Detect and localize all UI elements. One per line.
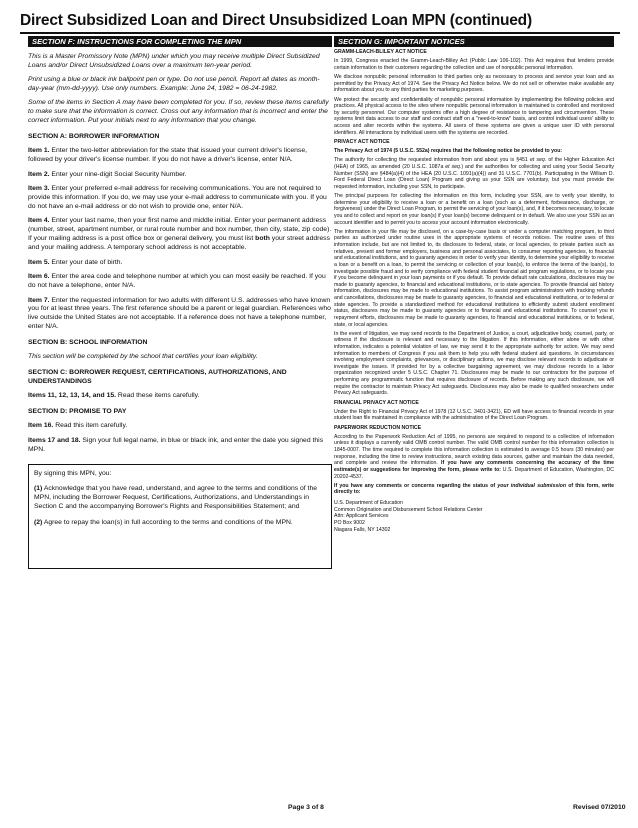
privacy-paragraph-3: The information in your file may be disclosed, on a case-by-case basis or under a computer matching program, to third parties as authorized under routine uses in the appropriate systems of records notices. The routine uses of this information include, but are not limited to, its disclosure to federal, state, or local agencies, to private parties such as relatives, present and former employers, business and personal associates, to consumer reporting agencies, to financial and educational institutions, and to guaranty agencies in order to verify your identity, to determine your eligibility to receive a loan or a benefit on a loan, to permit the servicing or collection of your loan(s), to enforce the terms of the loan(s), to investigate possible fraud and to verify compliance with federal student financial aid program regulations, or to locate you if you become delinquent in your loan payments or if you default. To provide default rate calculations, disclosures may be made to guaranty agencies, to financial and educational institutions, or to state agencies. To provide financial aid history information, disclosures may be made to educational institutions. To assist program administrators with tracking refunds and cancellations, disclosures may be made to guaranty agencies, to financial and educational institutions, or to federal or state agencies. To provide a standardized method for educational institutions to efficiently submit student enrollment status, disclosures may be made to guaranty agencies or to financial and educational institutions. To counsel you in repayment efforts, disclosures may be made to guaranty agencies, to financial and educational institutions, or to federal, state, or local agencies.: [334, 228, 614, 328]
privacy-heading: PRIVACY ACT NOTICE: [334, 138, 390, 145]
paperwork-2-bold-2: of this form, write directly to:: [334, 482, 614, 496]
item-1: [28, 147, 332, 165]
glba-heading: GRAMM-LEACH-BLILEY ACT NOTICE: [334, 49, 427, 55]
section-f-header: SECTION F: INSTRUCTIONS FOR COMPLETING THE MPN: [28, 36, 332, 47]
item-1-label: Item 1.: [28, 147, 50, 155]
section-a-heading: SECTION A: BORROWER INFORMATION: [28, 132, 160, 140]
title-rule: [20, 32, 620, 34]
item-4-label: Item 4.: [28, 217, 50, 225]
glba-paragraph-1: In 1999, Congress enacted the Gramm-Leach-Bliley Act (Public Law 106-102). This Act requires that lenders provide certain information to their customers regarding the collection and use of nonpublic personal information.: [334, 58, 614, 71]
item-5: [28, 259, 332, 268]
items-17-18-text: Sign your full legal name, in blue or black ink, and enter the date you signed this MPN.: [28, 436, 324, 453]
item-3-label: Item 3.: [28, 185, 50, 193]
intro-paragraph-1: This is a Master Promissory Note (MPN) under which you may receive multiple Direct Subsidized Loans and/or Direct Unsubsidized Loans over a maximum ten-year period.: [28, 52, 320, 69]
glba-paragraph-2: We disclose nonpublic personal information to third parties only as necessary to process and service your loan and as permitted by the Privacy Act of 1974. See the Privacy Act Notice below. We do not sell or otherwise make available any information about you to any third parties for marketing purposes.: [334, 74, 614, 94]
privacy-paragraph-4: In the event of litigation, we may send records to the Department of Justice, a court, adjudicative body, counsel, party, or witness if the disclosure is relevant and necessary to the litigation. If this information, either alone or with other information, indicates a potential violation of law, we may send it to the appropriate authority for action. We may send information to members of Congress if you ask them to help you with federal student aid questions. In circumstances involving employment complaints, grievances, or disciplinary actions, we may disclose relevant records to adjudicate or investigate the issues. If provided for by a collective bargaining agreement, we may disclose records to a labor organization recognized under 5 U.S.C. Chapter 71. Disclosures may be made to our contractors for the purpose of performing any programmatic function that requires disclosure of records. Before making any such disclosure, we will require the contractor to maintain Privacy Act safeguards. Disclosures may also be made to qualified researchers under Privacy Act safeguards.: [334, 330, 614, 397]
item-3: [28, 185, 332, 212]
item-5-label: Item 5.: [28, 258, 50, 266]
privacy-1-et: et seq.: [529, 157, 547, 164]
item-6-text: Enter the area code and telephone number at which you can most easily be reached. If you do not have a telephone, enter N/A.: [28, 273, 326, 290]
privacy-1-b: of the Higher Education Act (HEA) of 1965, as amended (20 U.S.C. 1087a: [334, 157, 615, 170]
paperwork-1-bold: If you have any comments concerning the accuracy of the time estimate(s) or suggestions for improving the form, please write to:: [334, 460, 615, 473]
paperwork-2-bold-italic: your individual submission: [497, 482, 567, 489]
privacy-paragraph-1: [334, 157, 614, 190]
section-b-heading: SECTION B: SCHOOL INFORMATION: [28, 338, 148, 346]
paperwork-2-bold: If you have any comments or concerns regarding the status of: [334, 482, 498, 489]
privacy-1-et2: et seq.: [445, 163, 462, 170]
item-2-text: Enter your nine-digit Social Security Number.: [49, 170, 187, 178]
item-7-text: Enter the requested information for two adults with different U.S. addresses who have known you for at least three years. The first reference should be a parent or legal guardian. References who live outside the United States are not acceptable. If a reference does not have a telephone number, enter N/A.: [28, 296, 331, 331]
items-11-15-label: Items 11, 12, 13, 14, and 15.: [28, 392, 117, 400]
signing-point-1-label: (1): [34, 485, 43, 493]
paperwork-paragraph-1: [334, 434, 614, 480]
section-d-heading: SECTION D: PROMISE TO PAY: [28, 407, 127, 415]
address-line-3: Attn: Applicant Services: [334, 513, 389, 520]
signing-intro: By signing this MPN, you:: [34, 469, 112, 477]
privacy-intro: The Privacy Act of 1974 (5 U.S.C. 552a) requires that the following notice be provided to you:: [334, 148, 563, 155]
items-17-18-label: Items 17 and 18.: [28, 436, 81, 444]
signing-point-1: [34, 485, 327, 512]
signing-point-2: [34, 519, 327, 528]
signing-point-1-text: Acknowledge that you have read, understand, and agree to the terms and conditions of the MPN, including the Borrower Request, Certifications, Authorizations, and Understandings in Section C and the accompanying Borrower's Rights and Responsibilities Statement; and: [34, 485, 318, 511]
signing-point-2-label: (2): [34, 519, 43, 527]
item-3-text: Enter your preferred e-mail address for receiving communications. You are not required to provide this information. If you do, we may use your e-mail address to communicate with you. If you do not have an e-mail address or do not wish to provide one, enter N/A.: [28, 185, 327, 210]
item-4: [28, 217, 332, 253]
paperwork-1-c: U.S. Department of Education, Washington, DC 20202-4537.: [334, 466, 614, 480]
signing-point-2-text: Agree to repay the loan(s) in full according to the terms and conditions of the MPN.: [42, 519, 293, 527]
financial-privacy-heading: FINANCIAL PRIVACY ACT NOTICE: [334, 399, 419, 406]
item-5-text: Enter your date of birth.: [49, 258, 123, 266]
items-11-15-text: Read these items carefully.: [116, 392, 200, 400]
privacy-1-c: ) and the authorities for collecting and using your Social Security Number (SSN) are §484(a)(4) of the HEA (20 U.S.C. 1091(a)(4)) and 31 U.S.C. 7701(b). Participating in the William D. Ford Federal Direct Loan (Direct Loan) Program and giving us your SSN are voluntary, but you must provide the requested information, including your SSN, to participate.: [334, 163, 614, 190]
item-1-text: Enter the two-letter abbreviation for the state that issued your current driver's license, followed by your driver's license number. If you do not have a driver's license, enter N/A.: [28, 147, 307, 164]
financial-privacy-paragraph: Under the Right to Financial Privacy Act of 1978 (12 U.S.C. 3401-3421), ED will have access to financial records in your student loan file maintained in compliance with the administration of the Direct Loan Program.: [334, 408, 614, 422]
paperwork-paragraph-2: [334, 483, 614, 496]
item-2: [28, 171, 332, 180]
intro-paragraph-2: Print using a blue or black ink ballpoint pen or type. Do not use pencil. Report all dates as month-day-year (mm-dd-yyyy). Use only numbers. Example: June 24, 1982 = 06-24-1982.: [28, 76, 320, 92]
address-line-1: U.S. Department of Education: [334, 500, 403, 507]
item-4-bold: both: [255, 235, 270, 243]
item-7-label: Item 7.: [28, 296, 50, 304]
items-17-18: [28, 437, 332, 455]
address-line-2: Common Origination and Disbursement School Relations Center: [334, 506, 483, 513]
intro-paragraph-3: Some of the items in Section A may have been completed for you. If so, review these items carefully to make sure that the information is correct. Cross out any information that is incorrect and enter the correct information. Put your initials next to any information that you change.: [28, 99, 329, 125]
item-16-text: Read this item carefully.: [53, 422, 128, 430]
item-7: [28, 297, 332, 333]
revision-date: Revised 07/2010: [573, 804, 626, 811]
privacy-1-a: The authority for collecting the requested information from and about you is §451: [334, 157, 530, 164]
item-6: [28, 273, 332, 291]
right-column: [334, 36, 614, 533]
item-4-text-b: your street address and your mailing address. A temporary school address is not acceptable.: [28, 235, 330, 252]
section-b-text: This section will be completed by the school that certifies your loan eligibility.: [28, 353, 258, 361]
items-11-15: [28, 392, 332, 401]
paperwork-1-a: According to the Paperwork Reduction Act of 1995, no persons are required to respond to a collection of information unless it displays a currently valid OMB control number. The valid OMB control number for this information collection is 1845-0007. The time required to complete this information collection is estimated to average 0.5 hours (30 minutes) per response, including the time to review instructions, search existing data sources, gather and maintain the data needed, and complete and review the information.: [334, 433, 614, 467]
address-line-5: Niagara Falls, NY 14302: [334, 526, 391, 533]
signing-box: [28, 464, 332, 569]
section-c-heading: SECTION C: BORROWER REQUEST, CERTIFICATIONS, AUTHORIZATIONS, AND UNDERSTANDINGS: [28, 368, 287, 385]
left-column: [28, 36, 332, 569]
page-number: Page 3 of 8: [288, 804, 324, 811]
item-16: [28, 422, 332, 431]
document-title: Direct Subsidized Loan and Direct Unsubsidized Loan MPN (continued): [20, 12, 532, 29]
section-g-header: SECTION G: IMPORTANT NOTICES: [334, 36, 614, 47]
item-16-label: Item 16.: [28, 422, 54, 430]
item-2-label: Item 2.: [28, 170, 50, 178]
address-line-4: PO Box 9002: [334, 519, 365, 526]
mailing-address: [334, 500, 614, 533]
item-4-text-a: Enter your last name, then your first name and middle initial. Enter your permanent address (number, street, apartment number, or rural route number and box number, then city, state, zip code). If your mailing address is a post office box or general delivery, you must list: [28, 217, 332, 243]
glba-paragraph-3: We protect the security and confidentiality of nonpublic personal information by implementing the following policies and practices. All physical access to the sites where nonpublic personal information is maintained is controlled and monitored by security personnel. Our computer systems offer a high degree of resistance to tampering and circumvention. These systems limit data access to our staff and contract staff on a "need-to-know" basis, and control individual users' ability to access and alter records within the systems. All users of these systems are given a unique user ID with personal identifiers. All interactions by individual users with the systems are recorded.: [334, 96, 614, 136]
paperwork-heading: PAPERWORK REDUCTION NOTICE: [334, 424, 422, 431]
privacy-paragraph-2: The principal purposes for collecting the information on this form, including your SSN, are to verify your identity, to determine your eligibility to receive a loan or a benefit on a loan (such as a deferment, forbearance, discharge, or forgiveness) under the Direct Loan Program, to permit the servicing of your loan(s), and, if it becomes necessary, to locate you and to collect and report on your loan(s) if your loan(s) become delinquent or in default. We also use your SSN as an account identifier and to permit you to access your account information electronically.: [334, 193, 614, 226]
item-6-label: Item 6.: [28, 273, 50, 281]
